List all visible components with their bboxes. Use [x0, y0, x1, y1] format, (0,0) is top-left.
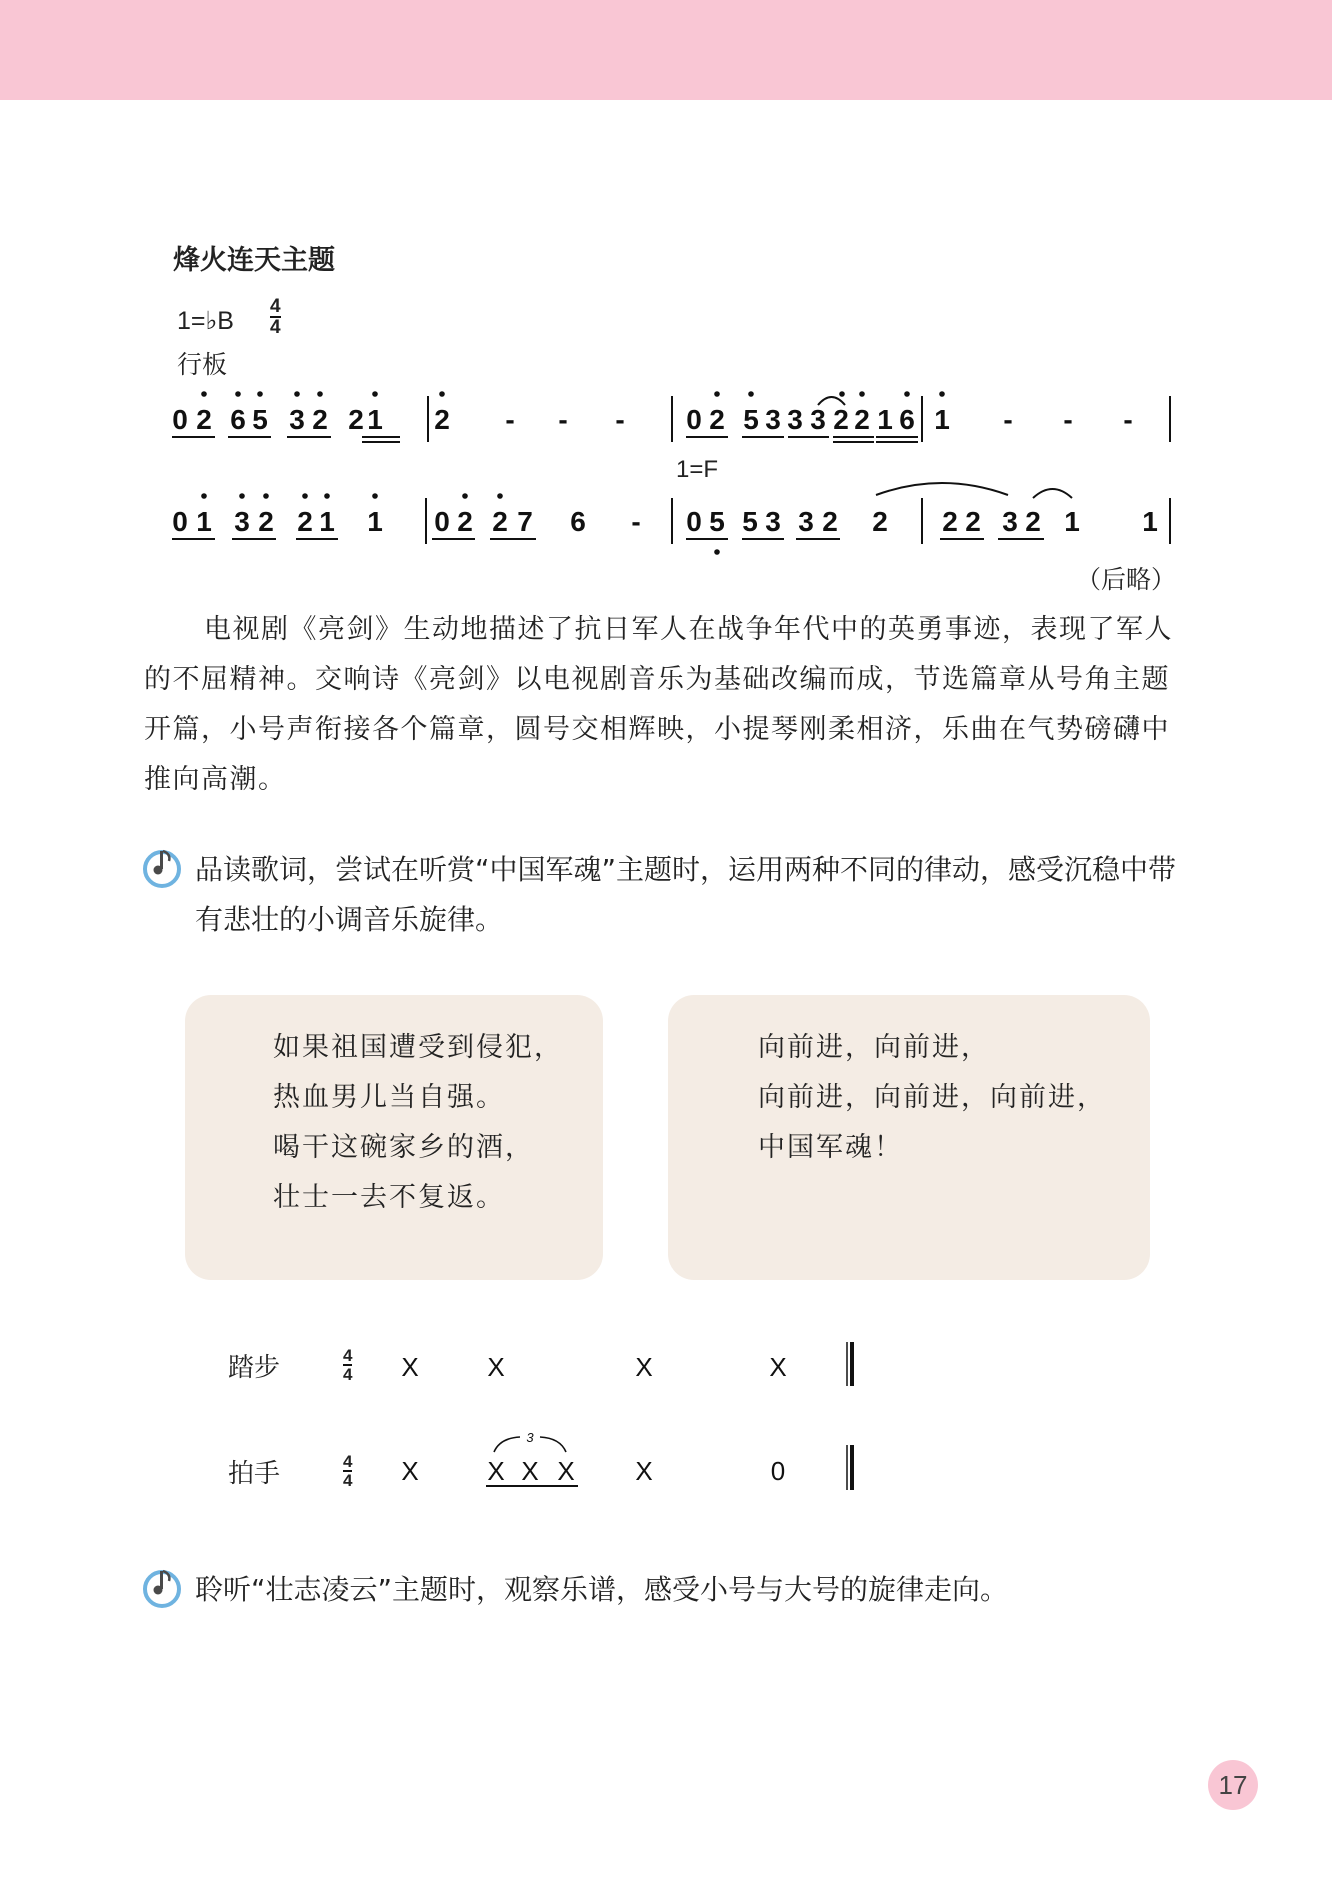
octave-dot: [302, 493, 308, 499]
tie-arc: [876, 483, 1008, 495]
task-1-text: 品读歌词，尝试在听赏“中国军魂”主题时，运用两种不同的律动，感受沉稳中带有悲壮的小调音乐旋律。: [195, 853, 1177, 936]
score-note: 7: [517, 506, 533, 537]
lyric-line: 壮士一去不复返。: [273, 1182, 505, 1213]
octave-dot: [939, 391, 945, 397]
score-note: 3: [810, 404, 826, 435]
score-note: 2: [297, 506, 313, 537]
music-note-icon: [140, 845, 184, 889]
score-note: 0: [686, 404, 702, 435]
clap-beat: X: [521, 1456, 539, 1486]
octave-dot: [839, 391, 845, 397]
score-note: 1: [367, 506, 383, 537]
score-row-1: [172, 404, 1132, 435]
rhythm-score: [0, 1320, 1332, 1520]
clap-beat: X: [635, 1456, 653, 1486]
lyric-line: 向前进，向前进，向前进，: [758, 1082, 1106, 1113]
score-note: 2: [965, 506, 981, 537]
ts-bottom: 4: [343, 1365, 353, 1384]
score-note: 5: [742, 506, 758, 537]
clap-beat: X: [487, 1456, 505, 1486]
score-note: 2: [942, 506, 958, 537]
score-note: 5: [743, 404, 759, 435]
octave-dot: [859, 391, 865, 397]
score-note: 2: [312, 404, 328, 435]
octave-dot: [372, 391, 378, 397]
score-note: 2: [258, 506, 274, 537]
octave-dot: [294, 391, 300, 397]
score-note: 1: [934, 404, 950, 435]
score-note: 2: [822, 506, 838, 537]
score-note: 1: [877, 404, 893, 435]
ts-top: 4: [343, 1346, 353, 1365]
rhythm-notes: [401, 1342, 852, 1490]
score-note: 1: [319, 506, 335, 537]
score-note: -: [1123, 404, 1133, 435]
octave-dot: [201, 391, 207, 397]
lyric-line: 中国军魂！: [758, 1132, 903, 1163]
octave-dot: [462, 493, 468, 499]
ts-top: 4: [343, 1452, 353, 1471]
score-note: 0: [172, 506, 188, 537]
octave-dot: [372, 493, 378, 499]
score-note: 1: [367, 404, 383, 435]
step-beat: X: [487, 1352, 505, 1382]
octave-dot: [324, 493, 330, 499]
score-note: 3: [234, 506, 250, 537]
score-note: -: [631, 506, 641, 537]
section-title: 烽火连天主题: [173, 245, 335, 276]
score-note: 6: [899, 404, 915, 435]
score-note: 2: [709, 404, 725, 435]
lyrics-right: [758, 1023, 1106, 1173]
step-beat: X: [769, 1352, 787, 1382]
octave-dot: [439, 391, 445, 397]
score-note: -: [505, 404, 515, 435]
score-note: 0: [686, 506, 702, 537]
ts-bottom: 4: [343, 1471, 353, 1490]
task-2-text: 聆听“壮志凌云”主题时，观察乐谱，感受小号与大号的旋律走向。: [195, 1573, 1009, 1606]
lyrics-left: [273, 1023, 563, 1223]
octave-dot: [317, 391, 323, 397]
score-note: 2: [348, 404, 364, 435]
score-note: 6: [230, 404, 246, 435]
octave-dot: [201, 493, 207, 499]
lyric-line: 热血男儿当自强。: [273, 1082, 505, 1113]
score-note: -: [615, 404, 625, 435]
score-note: 0: [434, 506, 450, 537]
octave-dot: [748, 391, 754, 397]
octave-dot: [714, 549, 720, 555]
omitted-note: （后略）: [1076, 565, 1177, 594]
score-note: 3: [765, 404, 781, 435]
lyric-line: 如果祖国遭受到侵犯，: [273, 1032, 563, 1063]
key-signature: 1=♭B: [177, 307, 234, 335]
time-sig-bottom: 4: [270, 317, 281, 338]
step-beat: X: [401, 1352, 419, 1382]
score-note: 6: [570, 506, 586, 537]
lyrics-box-right: [668, 995, 1150, 1280]
score-note: 1: [196, 506, 212, 537]
octave-dot: [263, 493, 269, 499]
tie-arc: [1033, 489, 1072, 498]
lyric-line: 向前进，向前进，: [758, 1032, 990, 1063]
triplet-mark: 3: [526, 1430, 534, 1445]
score-note: 2: [1025, 506, 1041, 537]
score-note: 2: [872, 506, 888, 537]
score-note: 2: [492, 506, 508, 537]
score-note: 0: [172, 404, 188, 435]
score-note: 2: [854, 404, 870, 435]
clap-beat: X: [401, 1456, 419, 1486]
clap-beat: X: [557, 1456, 575, 1486]
score-note: 2: [434, 404, 450, 435]
score-note: 3: [787, 404, 803, 435]
score-note: 5: [252, 404, 268, 435]
octave-dot: [239, 493, 245, 499]
score-note: 3: [765, 506, 781, 537]
score-note: -: [1003, 404, 1013, 435]
time-sig-top: 4: [270, 296, 281, 317]
description-paragraph: 电视剧《亮剑》生动地描述了抗日军人在战争年代中的英勇事迹，表现了军人的不屈精神。交响诗《亮剑》以电视剧音乐为基础改编而成，节选篇章从号角主题开篇，小号声衔接各个篇章，圆号交相辉映，小提琴刚柔相济，乐曲在气势磅礴中推向高潮。: [144, 614, 1173, 795]
step-label: 踏步: [228, 1353, 281, 1383]
score-note: -: [1063, 404, 1073, 435]
music-note-icon: [140, 1565, 184, 1609]
numbered-score: [0, 0, 1332, 560]
score-note: -: [558, 404, 568, 435]
tempo-marking: 行板: [177, 350, 228, 379]
score-note: 2: [457, 506, 473, 537]
octave-dot: [904, 391, 910, 397]
score-note: 1: [1064, 506, 1080, 537]
lyrics-box-left: [185, 995, 603, 1280]
score-note: 1: [1142, 506, 1158, 537]
octave-dot: [257, 391, 263, 397]
page-number: 17: [1208, 1760, 1258, 1810]
score-note: 2: [196, 404, 212, 435]
clap-label: 拍手: [228, 1459, 281, 1489]
score-note: 3: [798, 506, 814, 537]
octave-dot: [235, 391, 241, 397]
score-note: 3: [289, 404, 305, 435]
lyric-line: 喝干这碗家乡的酒，: [273, 1132, 534, 1163]
score-note: 3: [1002, 506, 1018, 537]
score-row-2: [172, 506, 1158, 537]
clap-beat: 0: [770, 1456, 786, 1486]
step-beat: X: [635, 1352, 653, 1382]
octave-dot: [497, 493, 503, 499]
score-note: 2: [833, 404, 849, 435]
octave-dot: [714, 391, 720, 397]
modulation-key: 1=F: [676, 456, 719, 483]
score-note: 5: [709, 506, 725, 537]
